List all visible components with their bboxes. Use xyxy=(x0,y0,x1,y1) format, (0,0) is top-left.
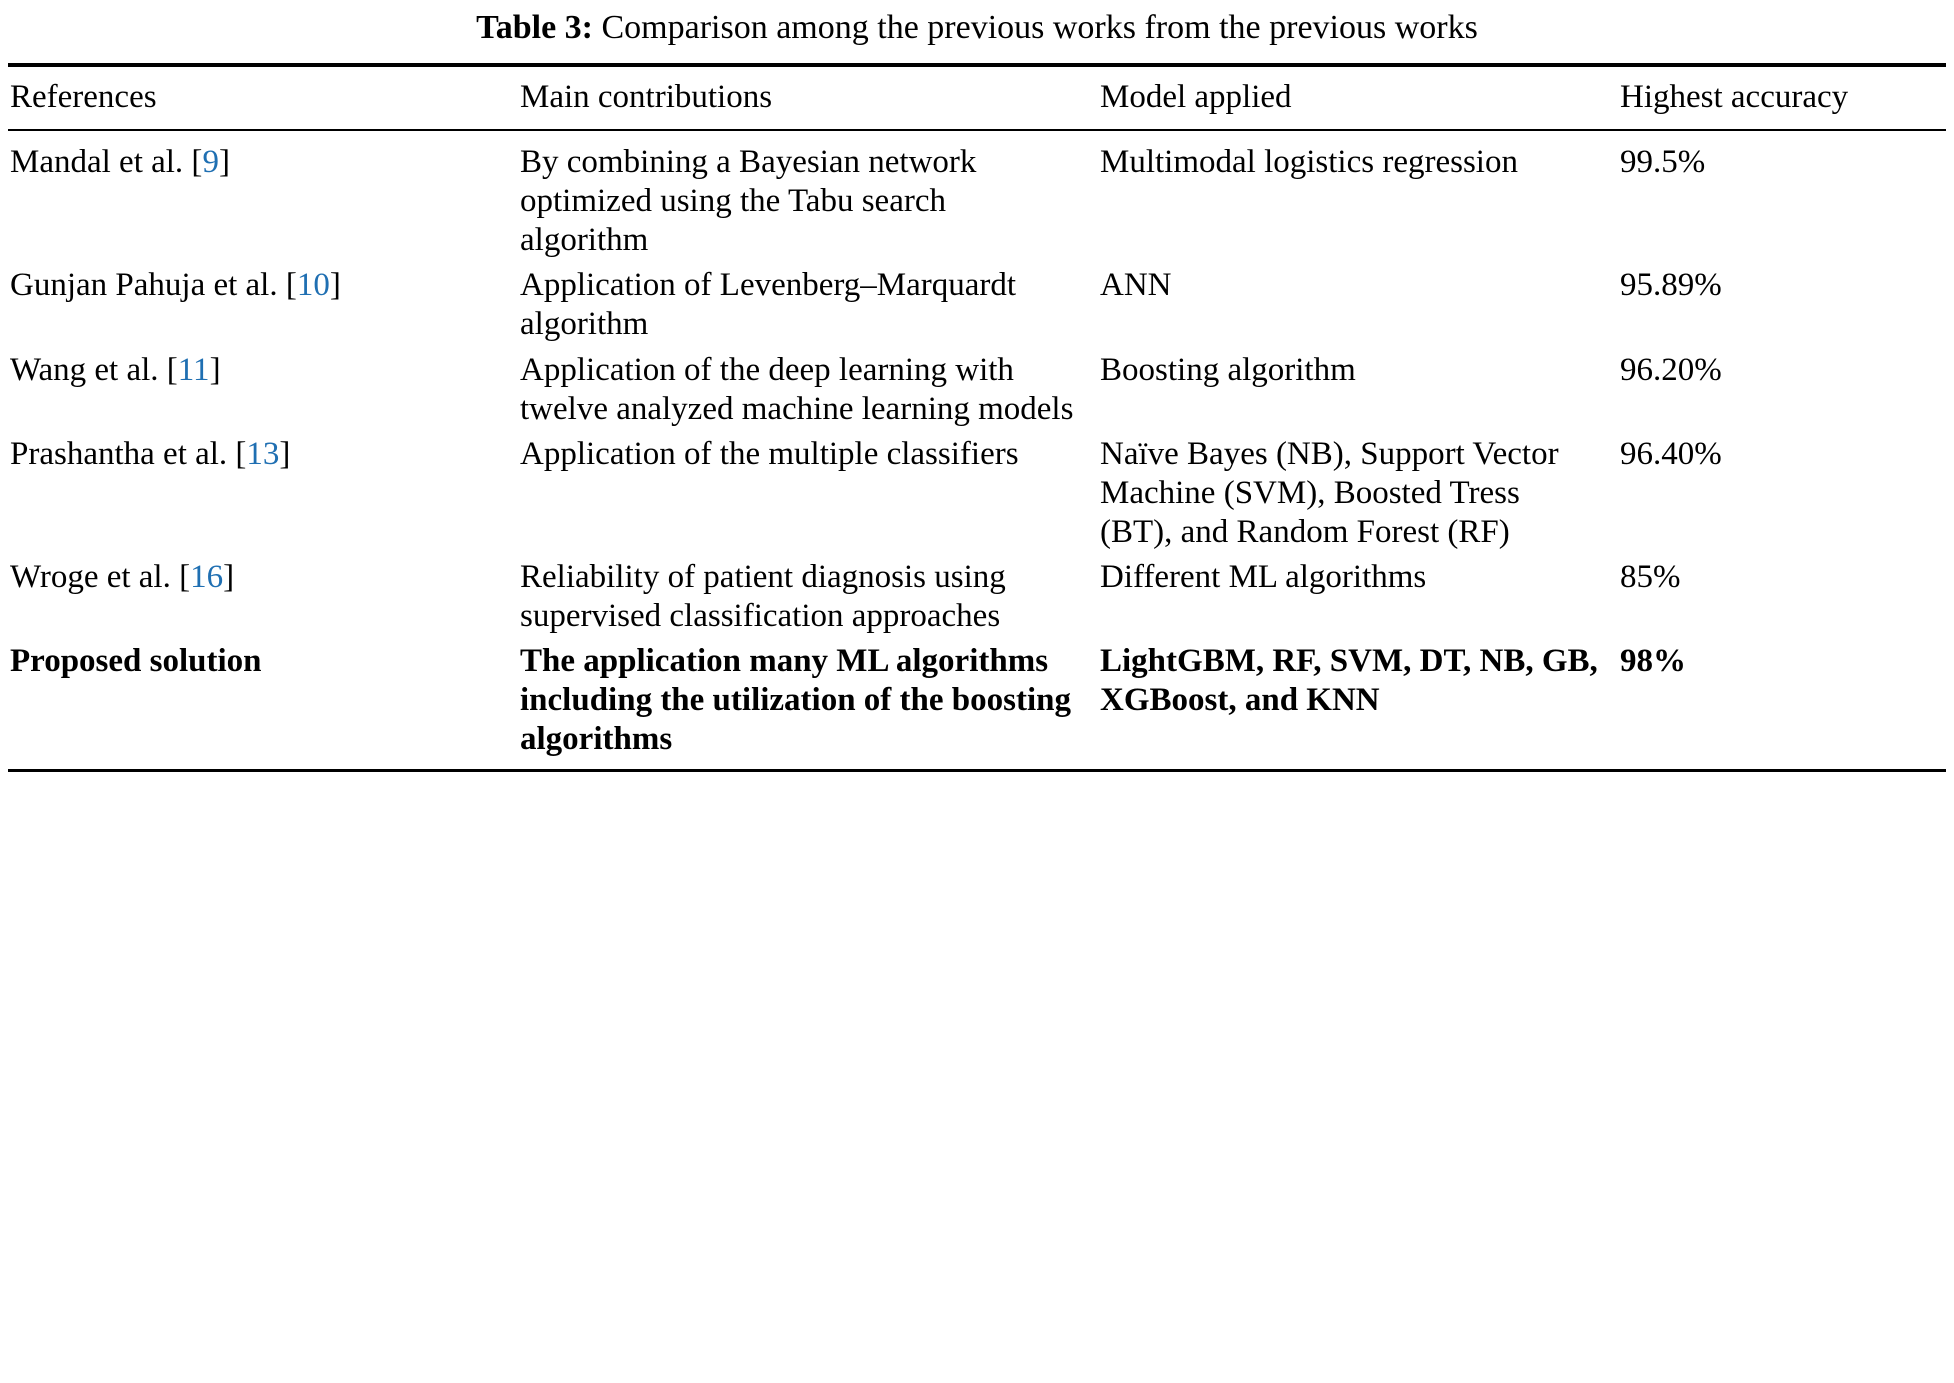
cell-reference xyxy=(8,432,518,555)
reference-author: Gunjan Pahuja et al. [ xyxy=(10,267,297,304)
table-row xyxy=(8,639,1946,771)
table-caption-text: Comparison among the previous works from the previous works xyxy=(601,9,1478,46)
cell-model-applied: Different ML algorithms xyxy=(1100,558,1427,595)
reference-bracket-close: ] xyxy=(223,558,235,595)
reference-author: Prashantha et al. [ xyxy=(10,435,247,472)
table-row xyxy=(8,130,1946,263)
citation-link[interactable]: 10 xyxy=(296,267,330,304)
cell-highest-accuracy: 98% xyxy=(1620,643,1686,680)
cell-reference xyxy=(8,348,518,432)
reference-bracket-close: ] xyxy=(218,144,230,181)
column-header-highest-accuracy: Highest accuracy xyxy=(1618,65,1946,130)
table-bottom-rule xyxy=(8,771,1946,775)
cell-model-applied: LightGBM, RF, SVM, DT, NB, GB, XGBoost, and KNN xyxy=(1100,643,1598,719)
citation-link[interactable]: 16 xyxy=(190,558,224,595)
citation-link[interactable]: 11 xyxy=(177,351,210,388)
column-header-model-applied: Model applied xyxy=(1098,65,1618,130)
cell-highest-accuracy: 96.20% xyxy=(1620,351,1722,388)
cell-highest-accuracy: 85% xyxy=(1620,558,1681,595)
rule-segment xyxy=(1618,771,1946,775)
table-row xyxy=(8,432,1946,555)
reference-bracket-close: ] xyxy=(279,435,291,472)
rule-segment xyxy=(8,771,518,775)
cell-model-applied: Multimodal logistics regression xyxy=(1098,130,1618,263)
reference-bracket-close: ] xyxy=(209,351,221,388)
table-row xyxy=(8,348,1946,432)
cell-highest-accuracy: 95.89% xyxy=(1620,267,1722,304)
rule-segment xyxy=(1098,771,1618,775)
table-caption xyxy=(8,0,1946,63)
table-head xyxy=(8,65,1946,130)
cell-model-applied: Naïve Bayes (NB), Support Vector Machine (SVM), Boosted Tress (BT), and Random Forest (RF) xyxy=(1100,435,1559,550)
column-header-references: References xyxy=(8,65,518,130)
cell-main-contribution: Application of Levenberg–Marquardt algorithm xyxy=(520,267,1017,343)
table-caption-label: Table 3: xyxy=(476,9,593,46)
cell-highest-accuracy: 99.5% xyxy=(1618,130,1946,263)
cell-reference xyxy=(8,263,518,347)
reference-author: Mandal et al. [ xyxy=(10,144,203,181)
column-header-main-contributions: Main contributions xyxy=(518,65,1098,130)
cell-reference xyxy=(8,639,518,771)
reference-author: Wang et al. [ xyxy=(10,351,178,388)
table-header-row xyxy=(8,65,1946,130)
cell-reference xyxy=(8,130,518,263)
table-row xyxy=(8,555,1946,639)
citation-link[interactable]: 13 xyxy=(246,435,280,472)
cell-model-applied: Boosting algorithm xyxy=(1100,351,1356,388)
comparison-table xyxy=(8,63,1946,775)
citation-link[interactable]: 9 xyxy=(202,144,219,181)
table-row xyxy=(8,263,1946,347)
cell-highest-accuracy: 96.40% xyxy=(1620,435,1722,472)
rule-segment xyxy=(518,771,1098,775)
reference-author: Proposed solution xyxy=(10,643,262,680)
cell-reference xyxy=(8,555,518,639)
reference-bracket-close: ] xyxy=(329,267,341,304)
cell-model-applied: ANN xyxy=(1100,267,1172,304)
cell-main-contribution: Application of the multiple classifiers xyxy=(520,435,1019,472)
table-body xyxy=(8,130,1946,774)
cell-main-contribution: Application of the deep learning with twelve analyzed machine learning models xyxy=(520,351,1074,427)
reference-author: Wroge et al. [ xyxy=(10,558,191,595)
cell-main-contribution: The application many ML algorithms including the utilization of the boosting algorithms xyxy=(520,643,1071,758)
cell-main-contribution: By combining a Bayesian network optimized using the Tabu search algorithm xyxy=(518,130,1098,263)
cell-main-contribution: Reliability of patient diagnosis using supervised classification approaches xyxy=(520,558,1006,635)
